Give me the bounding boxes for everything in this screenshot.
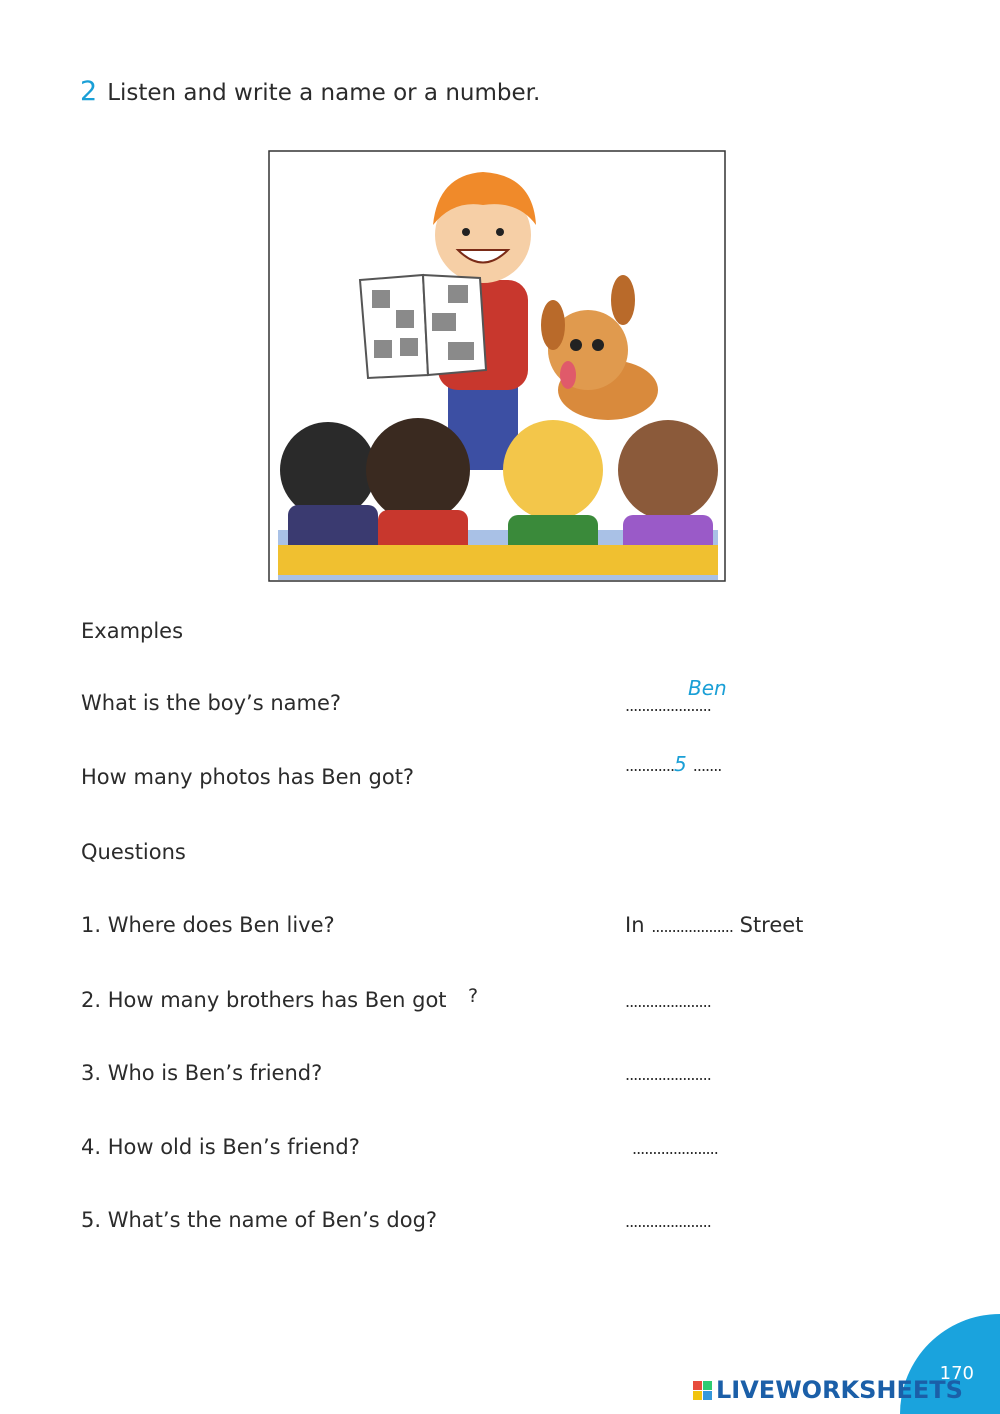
question-5: 5. What’s the name of Ben’s dog? xyxy=(81,1208,438,1232)
exercise-number: 2 xyxy=(80,76,98,107)
example-2-answer-field xyxy=(625,752,721,776)
question-2: 2. How many brothers has Ben got xyxy=(81,988,447,1012)
logo-text: LIVEWORKSHEETS xyxy=(716,1376,963,1404)
example-2-answer: 5 xyxy=(674,752,687,776)
example-2-question: How many photos has Ben got? xyxy=(81,765,415,789)
liveworksheets-logo[interactable] xyxy=(693,1376,963,1404)
question-1-prefix: In xyxy=(625,913,645,937)
question-1-answer-field[interactable] xyxy=(625,913,803,937)
question-2-dots: ..................... xyxy=(625,992,711,1011)
question-2-answer-field[interactable] xyxy=(625,988,711,1012)
question-3-answer-field[interactable] xyxy=(625,1061,711,1085)
exercise-heading xyxy=(80,76,540,107)
question-1: 1. Where does Ben live? xyxy=(81,913,335,937)
example-2-dots-before: ............ xyxy=(625,756,675,775)
example-1-question: What is the boy’s name? xyxy=(81,691,342,715)
stray-question-mark: ? xyxy=(468,985,479,1007)
exercise-instruction: Listen and write a name or a number. xyxy=(107,80,541,106)
example-1-answer-field xyxy=(625,676,765,720)
question-1-dots: .................... xyxy=(651,917,733,936)
question-3-dots: ..................... xyxy=(625,1065,711,1084)
question-5-answer-field[interactable] xyxy=(625,1208,711,1232)
questions-heading: Questions xyxy=(81,840,186,864)
question-3: 3. Who is Ben’s friend? xyxy=(81,1061,323,1085)
photo-album-picture xyxy=(360,275,486,378)
logo-icon xyxy=(693,1381,712,1400)
question-4: 4. How old is Ben’s friend? xyxy=(81,1135,360,1159)
question-4-answer-field[interactable] xyxy=(632,1135,718,1159)
page-number: 170 xyxy=(939,1363,974,1384)
question-1-suffix: Street xyxy=(739,913,804,937)
question-4-dots: ..................... xyxy=(632,1139,718,1158)
example-1-dots: ..................... xyxy=(625,696,711,715)
example-2-dots-after: ....... xyxy=(692,756,722,775)
example-1-answer: Ben xyxy=(688,676,727,700)
classroom-illustration xyxy=(268,150,726,582)
question-5-dots: ..................... xyxy=(625,1212,711,1231)
examples-heading: Examples xyxy=(81,619,184,643)
